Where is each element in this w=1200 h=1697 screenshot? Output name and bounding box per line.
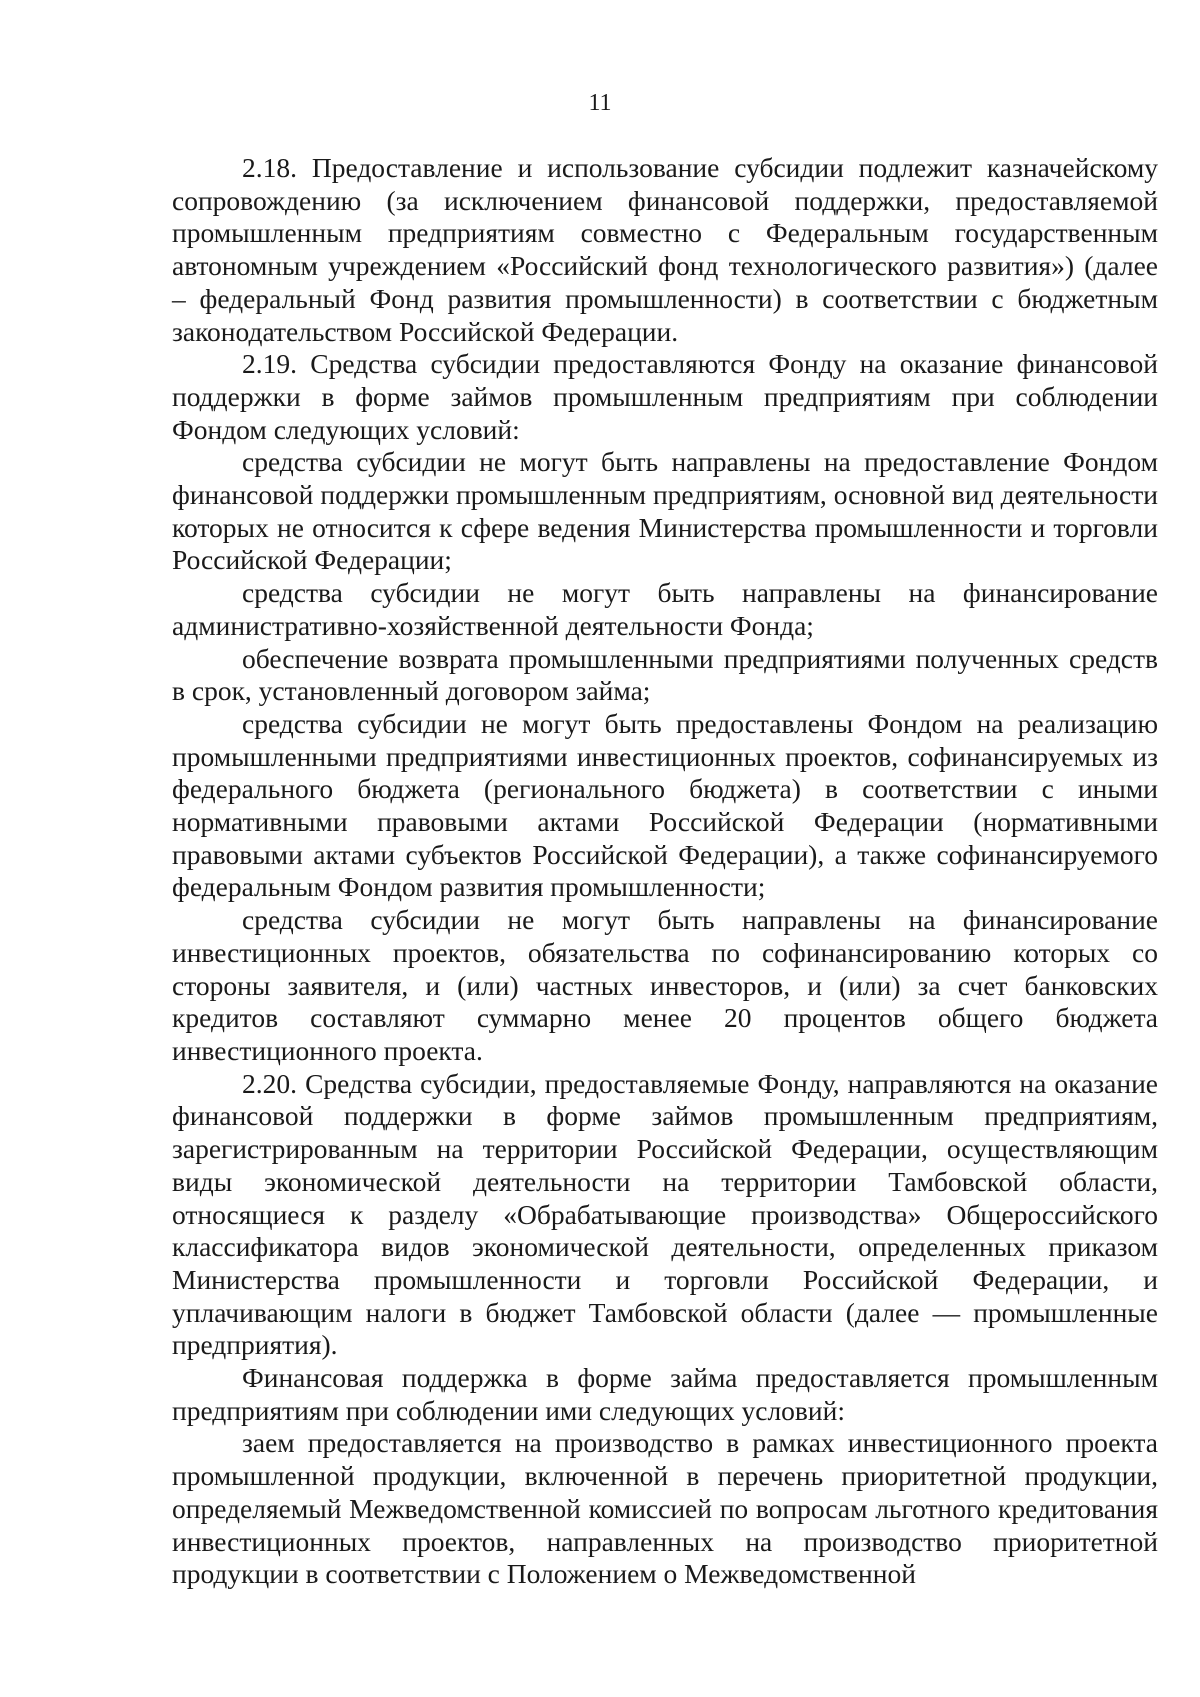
page-number: 11 <box>588 90 612 116</box>
paragraph-condition-admin: средства субсидии не могут быть направлены на финансирование административно-хозяйственной деятельности Фонда; <box>172 577 1158 641</box>
paragraph-2-18: 2.18. Предоставление и использование субсидии подлежит казначейскому сопровождению (за исключением финансовой поддержки, предоставляемой промышленным предприятиям совместно с Федеральным государственным автономным учреждением «Российский фонд технологического развития») (далее – федеральный Фонд развития промышленности) в соответствии с бюджетным законодательством Российской Федерации. <box>172 152 1158 347</box>
document-body <box>172 152 1158 1591</box>
paragraph-condition-activity: средства субсидии не могут быть направлены на предоставление Фондом финансовой поддержки промышленным предприятиям, основной вид деятельности которых не относится к сфере ведения Министерства промышленности и торговли Российской Федерации; <box>172 446 1158 576</box>
paragraph-condition-investors: средства субсидии не могут быть направлены на финансирование инвестиционных проектов, обязательства по софинансированию которых со стороны заявителя, и (или) частных инвесторов, и (или) за счет банковских кредитов составляют суммарно менее 20 процентов общего бюджета инвестиционного проекта. <box>172 904 1158 1066</box>
paragraph-2-19: 2.19. Средства субсидии предоставляются Фонду на оказание финансовой поддержки в форме займов промышленным предприятиям при соблюдении Фондом следующих условий: <box>172 348 1158 445</box>
paragraph-condition-cofinancing: средства субсидии не могут быть предоставлены Фондом на реализацию промышленными предприятиями инвестиционных проектов, софинансируемых из федерального бюджета (регионального бюджета) в соответствии с иными нормативными правовыми актами Российской Федерации (нормативными правовыми актами субъектов Российской Федерации), а также софинансируемого федеральным Фондом развития промышленности; <box>172 707 1158 903</box>
paragraph-2-20: 2.20. Средства субсидии, предоставляемые Фонду, направляются на оказание финансовой поддержки в форме займов промышленным предприятиям, зарегистрированным на территории Российской Федерации, осуществляющим виды экономической деятельности на территории Тамбовской области, относящиеся к разделу «Обрабатывающие производства» Общероссийского классификатора видов экономической деятельности, определенных приказом Министерства промышленности и торговли Российской Федерации, и уплачивающим налоги в бюджет Тамбовской области (далее — промышленные предприятия). <box>172 1067 1158 1361</box>
paragraph-loan-conditions: Финансовая поддержка в форме займа предоставляется промышленным предприятиям при соблюдении ими следующих условий: <box>172 1362 1158 1426</box>
paragraph-condition-return: обеспечение возврата промышленными предприятиями полученных средств в срок, установленный договором займа; <box>172 642 1158 707</box>
paragraph-loan-priority-products: заем предоставляется на производство в рамках инвестиционного проекта промышленной продукции, включенной в перечень приоритетной продукции, определяемый Межведомственной комиссией по вопросам льготного кредитования инвестиционных проектов, направленных на производство приоритетной продукции в соответствии с Положением о Межведомственной <box>172 1427 1158 1590</box>
